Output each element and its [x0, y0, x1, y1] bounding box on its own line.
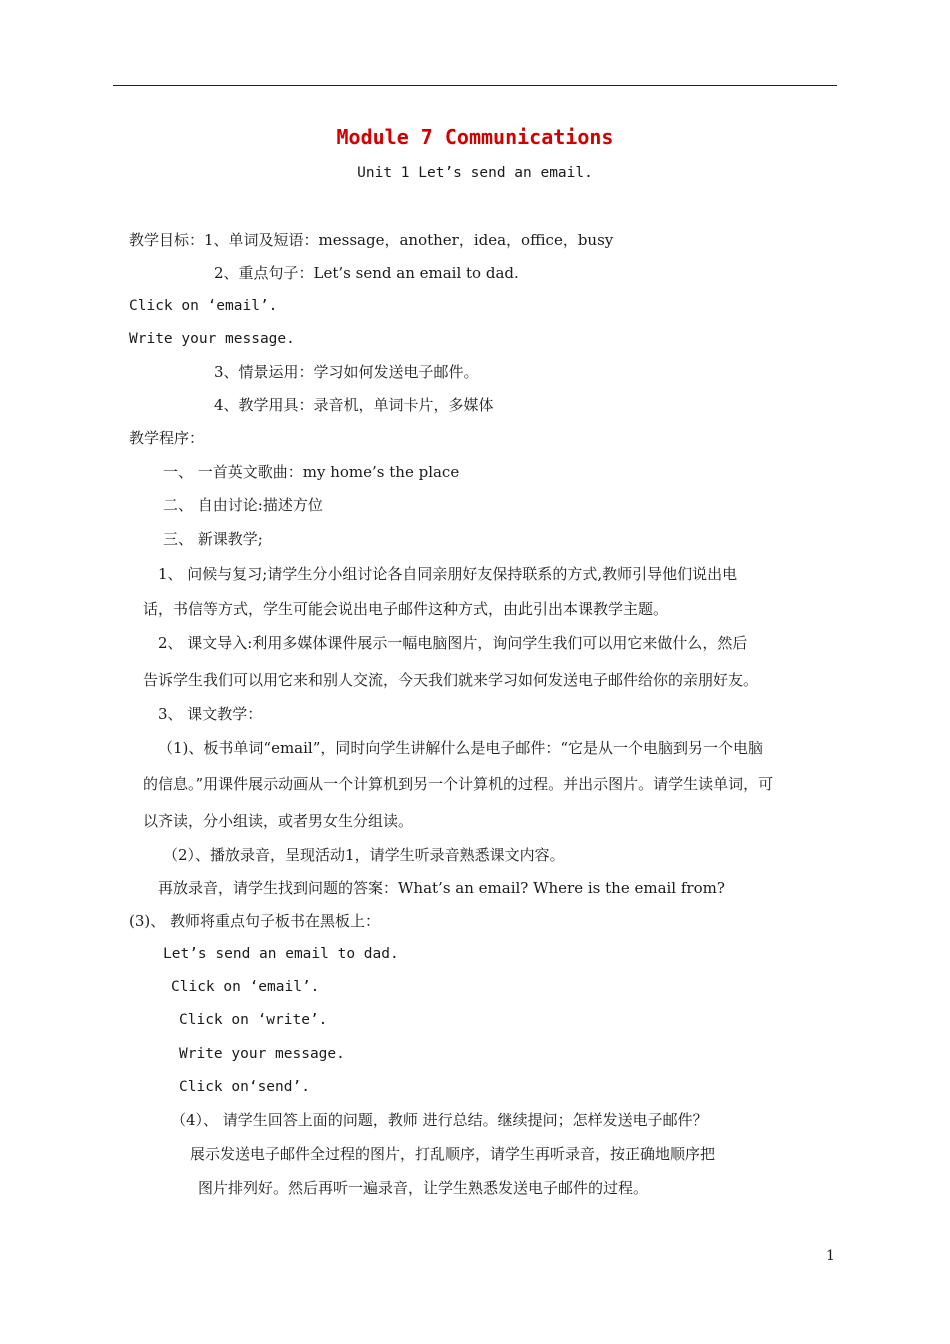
objectives-application: 3、情景运用：学习如何发送电子邮件。	[214, 363, 479, 381]
lesson-part-3-sub-4-line-2: 展示发送电子邮件全过程的图片，打乱顺序，请学生再听录音，按正确地顺序把	[190, 1145, 716, 1163]
lesson-part-3-sub-1-line-3: 以齐读，分小组读，或者男女生分组读。	[143, 812, 414, 830]
board-sentence-5: Click on‘send’.	[179, 1079, 310, 1095]
procedure-step-2: 二、 自由讨论:描述方位	[163, 496, 323, 514]
objectives-key-sentence: 2、重点句子：Let’s send an email to dad.	[214, 264, 519, 282]
objectives-tools: 4、教学用具：录音机，单词卡片，多媒体	[214, 396, 494, 414]
procedure-step-3: 三、 新课教学;	[163, 530, 263, 548]
lesson-part-3-heading: 3、 课文教学：	[158, 705, 263, 723]
objectives-sentence-click-email: Click on ‘email’.	[129, 298, 278, 314]
page-number: 1	[826, 1248, 835, 1264]
lesson-part-1-line-2: 话，书信等方式，学生可能会说出电子邮件这种方式，由此引出本课教学主题。	[143, 600, 669, 618]
document-subtitle: Unit 1 Let’s send an email.	[357, 165, 593, 181]
lesson-part-3-sub-3: (3)、 教师将重点句子板书在黑板上：	[129, 912, 381, 930]
procedure-step-1: 一、 一首英文歌曲：my home’s the place	[163, 463, 460, 481]
board-sentence-1: Let’s send an email to dad.	[163, 946, 399, 962]
lesson-part-3-sub-1-line-2: 的信息。”用课件展示动画从一个计算机到另一个计算机的过程。并出示图片。请学生读单词，可	[143, 775, 774, 793]
procedure-heading: 教学程序：	[129, 429, 205, 447]
lesson-part-3-sub-4-line-1: （4）、 请学生回答上面的问题，教师 进行总结。继续提问；怎样发送电子邮件？	[171, 1111, 708, 1129]
lesson-part-1-line-1: 1、 问候与复习;请学生分小组讨论各自同亲朋好友保持联系的方式,教师引导他们说出电	[158, 565, 738, 583]
board-sentence-3: Click on ‘write’.	[179, 1012, 328, 1028]
board-sentence-2: Click on ‘email’.	[171, 979, 320, 995]
lesson-part-2-line-2: 告诉学生我们可以用它来和别人交流，今天我们就来学习如何发送电子邮件给你的亲朋好友。	[143, 671, 759, 689]
board-sentence-4: Write your message.	[179, 1046, 345, 1062]
lesson-part-3-sub-4-line-3: 图片排列好。然后再听一遍录音，让学生熟悉发送电子邮件的过程。	[198, 1179, 649, 1197]
header-rule	[113, 85, 837, 86]
objectives-vocabulary: 教学目标：1、单词及短语：message，another，idea，office，busy	[129, 231, 614, 249]
lesson-part-2-line-1: 2、 课文导入:利用多媒体课件展示一幅电脑图片，询问学生我们可以用它来做什么，然后	[158, 634, 748, 652]
objectives-sentence-write-message: Write your message.	[129, 331, 295, 347]
document-title: Module 7 Communications	[336, 125, 614, 149]
lesson-part-3-sub-1-line-1: （1)、板书单词“email”，同时向学生讲解什么是电子邮件：“它是从一个电脑到另一个电脑	[158, 739, 764, 757]
lesson-part-3-sub-2-questions: 再放录音，请学生找到问题的答案：What’s an email? Where is the email from?	[158, 879, 725, 897]
lesson-part-3-sub-2: （2）、播放录音，呈现活动1，请学生听录音熟悉课文内容。	[163, 846, 565, 864]
